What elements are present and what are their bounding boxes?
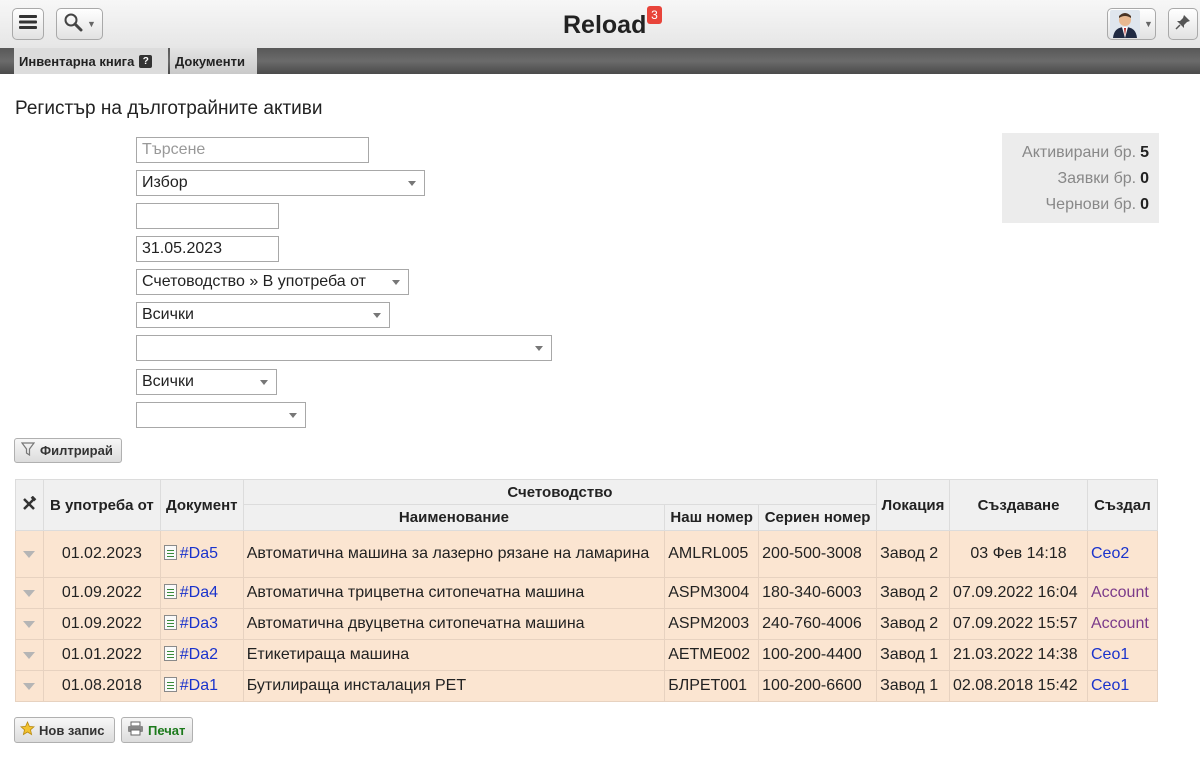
cell-date: 01.08.2018 xyxy=(43,671,160,702)
cell-location: Завод 2 xyxy=(877,578,950,609)
cell-name: Етикетираща машина xyxy=(243,640,664,671)
cell-document[interactable] xyxy=(160,578,243,609)
funnel-icon xyxy=(21,442,35,459)
cell-our-number: ASPM2003 xyxy=(665,609,759,640)
search-input[interactable] xyxy=(136,137,369,163)
table-row xyxy=(16,531,1158,578)
pin-button[interactable] xyxy=(1168,8,1198,40)
cell-serial: 100-200-6600 xyxy=(759,671,877,702)
col-document[interactable]: Документ xyxy=(160,480,243,531)
cell-date: 01.09.2022 xyxy=(43,578,160,609)
document-link[interactable]: #Da4 xyxy=(179,584,218,601)
chevron-down-icon xyxy=(373,313,381,318)
tab-label: Документи xyxy=(175,53,245,69)
row-expand[interactable] xyxy=(16,531,44,578)
cell-serial: 240-760-4006 xyxy=(759,609,877,640)
cell-author xyxy=(1087,531,1157,578)
search-icon xyxy=(63,12,83,37)
chevron-down-icon xyxy=(23,551,35,558)
cell-our-number: AMLRL005 xyxy=(665,531,759,578)
from-date-input[interactable] xyxy=(136,203,279,229)
cell-name: Автоматична двуцветна ситопечатна машина xyxy=(243,609,664,640)
stat-drafts xyxy=(1002,196,1159,222)
document-icon xyxy=(164,615,177,630)
assets-table xyxy=(15,479,1158,702)
cell-date: 01.01.2022 xyxy=(43,640,160,671)
chevron-down-icon xyxy=(23,652,35,659)
row-expand[interactable] xyxy=(16,671,44,702)
table-row xyxy=(16,640,1158,671)
cell-name: Автоматична трицветна ситопечатна машина xyxy=(243,578,664,609)
cell-name: Бутилираща инсталация PET xyxy=(243,671,664,702)
chevron-down-icon xyxy=(23,621,35,628)
author-link[interactable]: Ceo1 xyxy=(1090,646,1130,663)
col-name[interactable]: Наименование xyxy=(243,505,664,531)
period-select[interactable] xyxy=(136,170,425,196)
tab-inventory-book[interactable] xyxy=(14,48,168,74)
cell-created: 03 Фев 14:18 xyxy=(950,531,1088,578)
cell-document[interactable] xyxy=(160,531,243,578)
period-value: Избор xyxy=(142,174,188,191)
cell-document[interactable] xyxy=(160,609,243,640)
stat-label: Чернови бр. xyxy=(1045,196,1137,213)
avatar xyxy=(1110,10,1140,38)
cell-document[interactable] xyxy=(160,671,243,702)
print-label: Печат xyxy=(148,722,186,738)
tab-bar xyxy=(0,48,1200,74)
stats-panel xyxy=(1002,133,1159,223)
chevron-down-icon xyxy=(408,181,416,186)
state-select[interactable] xyxy=(136,369,277,395)
printer-icon xyxy=(127,721,144,739)
cell-author xyxy=(1087,640,1157,671)
filter-button[interactable] xyxy=(14,438,122,463)
stat-label: Заявки бр. xyxy=(1057,170,1137,187)
chevron-down-icon xyxy=(23,683,35,690)
cell-name: Автоматична машина за лазерно рязане на ламарина xyxy=(243,531,664,578)
document-icon xyxy=(164,646,177,661)
to-date-input[interactable] xyxy=(136,236,279,262)
new-record-label: Нов запис xyxy=(39,722,105,738)
location-select[interactable] xyxy=(136,402,306,428)
cell-author xyxy=(1087,578,1157,609)
cell-location: Завод 1 xyxy=(877,671,950,702)
cell-created: 07.09.2022 16:04 xyxy=(950,578,1088,609)
help-icon[interactable]: ? xyxy=(139,55,152,68)
table-row xyxy=(16,578,1158,609)
cell-created: 02.08.2018 15:42 xyxy=(950,671,1088,702)
new-record-button[interactable] xyxy=(14,717,115,743)
cell-our-number: БЛPET001 xyxy=(665,671,759,702)
document-link[interactable]: #Da5 xyxy=(179,545,218,562)
cell-author xyxy=(1087,609,1157,640)
state-value: Всички xyxy=(142,373,194,390)
document-icon xyxy=(164,584,177,599)
author-link[interactable]: Account xyxy=(1090,584,1149,601)
table-row xyxy=(16,609,1158,640)
col-group-accounting: Счетоводство xyxy=(243,480,876,505)
filter-by-select[interactable] xyxy=(136,269,409,295)
cell-serial: 200-500-3008 xyxy=(759,531,877,578)
app-title[interactable]: Reload xyxy=(563,11,647,39)
col-created-by[interactable]: Създал xyxy=(1087,480,1157,531)
row-expand[interactable] xyxy=(16,609,44,640)
stat-value: 5 xyxy=(1140,144,1149,161)
chevron-down-icon: ▼ xyxy=(1144,19,1153,29)
tab-label: Инвентарна книга xyxy=(19,53,135,69)
cell-author xyxy=(1087,671,1157,702)
author-link[interactable]: Ceo2 xyxy=(1090,545,1130,562)
cell-location: Завод 2 xyxy=(877,609,950,640)
col-serial-number[interactable]: Сериен номер xyxy=(759,505,877,531)
search-menu-button[interactable] xyxy=(56,8,103,40)
pin-icon xyxy=(1175,14,1191,35)
chevron-down-icon xyxy=(289,413,297,418)
col-location[interactable]: Локация xyxy=(877,480,950,531)
folder-select[interactable] xyxy=(136,335,552,361)
chevron-down-icon xyxy=(260,380,268,385)
tools-header[interactable] xyxy=(16,480,44,531)
cell-created: 21.03.2022 14:38 xyxy=(950,640,1088,671)
filter-button-label: Филтрирай xyxy=(40,443,113,458)
cell-date: 01.02.2023 xyxy=(43,531,160,578)
document-link[interactable]: #Da3 xyxy=(179,615,218,632)
document-icon xyxy=(164,677,177,692)
row-expand[interactable] xyxy=(16,640,44,671)
menu-button[interactable] xyxy=(12,8,44,40)
document-link[interactable]: #Da2 xyxy=(179,646,218,663)
row-expand[interactable] xyxy=(16,578,44,609)
chevron-down-icon: ▼ xyxy=(87,19,96,29)
stat-activated xyxy=(1002,144,1159,170)
cell-serial: 180-340-6003 xyxy=(759,578,877,609)
chevron-down-icon xyxy=(23,590,35,597)
stat-value: 0 xyxy=(1140,170,1149,187)
tools-icon xyxy=(22,498,37,515)
stat-label: Активирани бр. xyxy=(1022,144,1137,161)
top-bar xyxy=(0,0,1200,48)
cell-our-number: AETME002 xyxy=(665,640,759,671)
author-link[interactable]: Account xyxy=(1090,615,1149,632)
users-select[interactable] xyxy=(136,302,390,328)
page-title: Регистър на дълготрайните активи xyxy=(15,98,323,119)
col-created[interactable]: Създаване xyxy=(950,480,1088,531)
cell-created: 07.09.2022 15:57 xyxy=(950,609,1088,640)
document-icon xyxy=(164,545,177,560)
cell-serial: 100-200-4400 xyxy=(759,640,877,671)
document-link[interactable]: #Da1 xyxy=(179,677,218,694)
user-menu-button[interactable] xyxy=(1107,8,1156,40)
hamburger-icon xyxy=(19,15,37,34)
col-our-number[interactable]: Наш номер xyxy=(665,505,759,531)
tab-documents[interactable] xyxy=(170,48,257,74)
cell-our-number: ASPM3004 xyxy=(665,578,759,609)
table-row xyxy=(16,671,1158,702)
filter-by-value: Счетоводство » В употреба от xyxy=(142,273,366,290)
users-value: Всички xyxy=(142,306,194,323)
author-link[interactable]: Ceo1 xyxy=(1090,677,1130,694)
notification-badge[interactable]: 3 xyxy=(647,6,662,24)
cell-document[interactable] xyxy=(160,640,243,671)
col-in-use-from[interactable]: В употреба от xyxy=(43,480,160,531)
cell-location: Завод 1 xyxy=(877,640,950,671)
star-icon xyxy=(20,721,35,739)
chevron-down-icon xyxy=(392,280,400,285)
stat-value: 0 xyxy=(1140,196,1149,213)
print-button[interactable] xyxy=(121,717,193,743)
stat-requests xyxy=(1002,170,1159,196)
cell-location: Завод 2 xyxy=(877,531,950,578)
cell-date: 01.09.2022 xyxy=(43,609,160,640)
chevron-down-icon xyxy=(535,346,543,351)
